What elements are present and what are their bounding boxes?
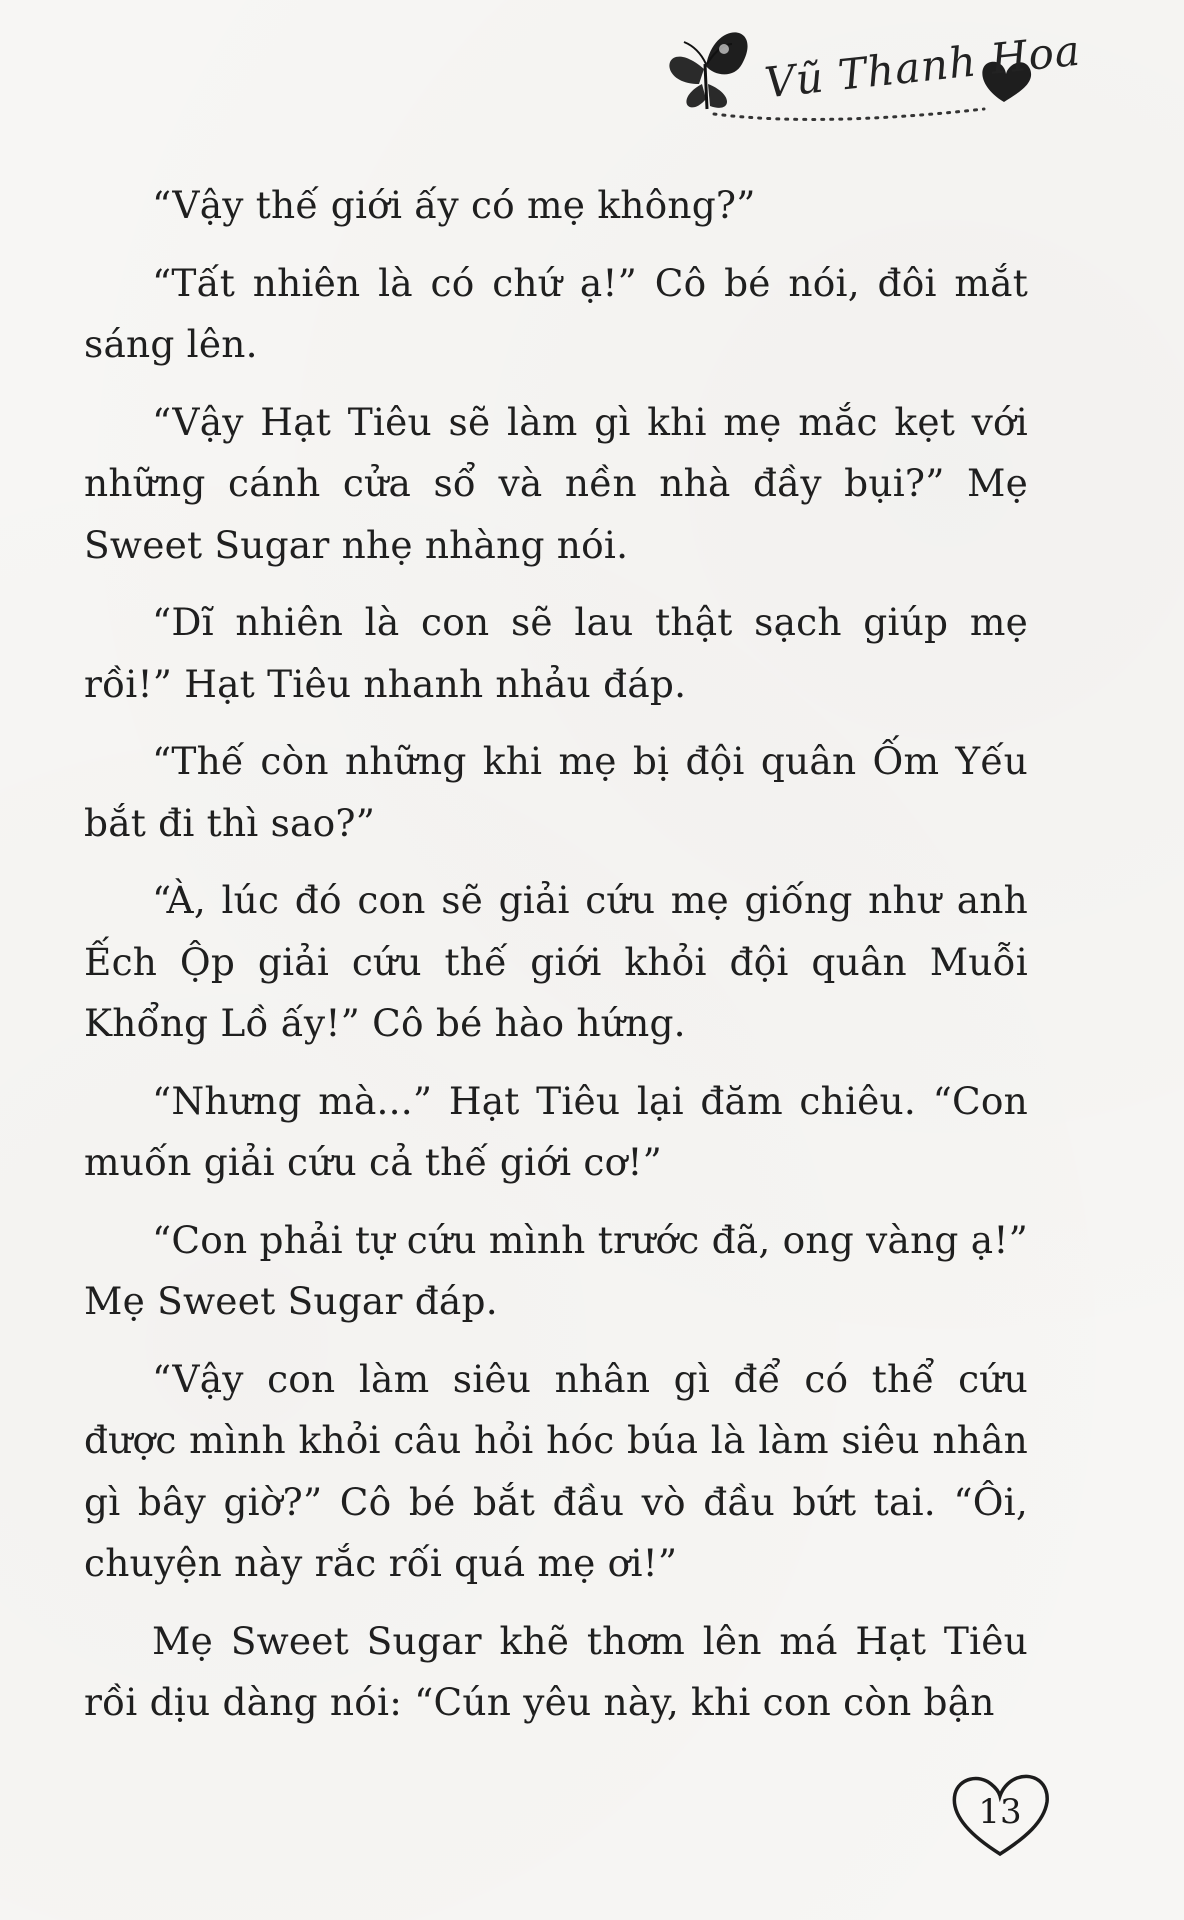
paragraph: “À, lúc đó con sẽ giải cứu mẹ giống như anh Ếch Ộp giải cứu thế giới khỏi đội quân Muỗi Khổng Lồ ấy!” Cô bé hào hứng. [84, 878, 1028, 1045]
page-number-text: 13 [978, 1792, 1022, 1832]
paragraph: “Thế còn những khi mẹ bị đội quân Ốm Yếu bắt đi thì sao?” [84, 739, 1028, 845]
page-number [945, 1770, 1055, 1860]
paragraph: “Vậy con làm siêu nhân gì để có thể cứu được mình khỏi câu hỏi hóc búa là làm siêu nhân gì bây giờ?” Cô bé bắt đầu vò đầu bứt tai. “Ôi, chuyện này rắc rối quá mẹ ơi!” [84, 1356, 1028, 1585]
story-text [84, 175, 1028, 1750]
butterfly-icon [669, 32, 747, 109]
paragraph: “Con phải tự cứu mình trước đã, ong vàng ạ!” Mẹ Sweet Sugar đáp. [84, 1217, 1028, 1323]
paragraph: “Tất nhiên là có chứ ạ!” Cô bé nói, đôi mắt sáng lên. [84, 260, 1028, 366]
paragraph: Mẹ Sweet Sugar khẽ thơm lên má Hạt Tiêu rồi dịu dàng nói: “Cún yêu này, khi con còn bận [84, 1618, 1028, 1724]
page-header [644, 14, 1083, 134]
paragraph: “Dĩ nhiên là con sẽ lau thật sạch giúp mẹ rồi!” Hạt Tiêu nhanh nhảu đáp. [84, 600, 1028, 706]
paragraph: “Vậy thế giới ấy có mẹ không?” [152, 183, 756, 227]
paragraph: “Nhưng mà...” Hạt Tiêu lại đăm chiêu. “Con muốn giải cứu cả thế giới cơ!” [84, 1078, 1028, 1184]
author-name: Vũ Thanh Hoa [762, 25, 1083, 108]
paragraph: “Vậy Hạt Tiêu sẽ làm gì khi mẹ mắc kẹt với những cánh cửa sổ và nền nhà đầy bụi?” Mẹ Sweet Sugar nhẹ nhàng nói. [84, 399, 1028, 567]
